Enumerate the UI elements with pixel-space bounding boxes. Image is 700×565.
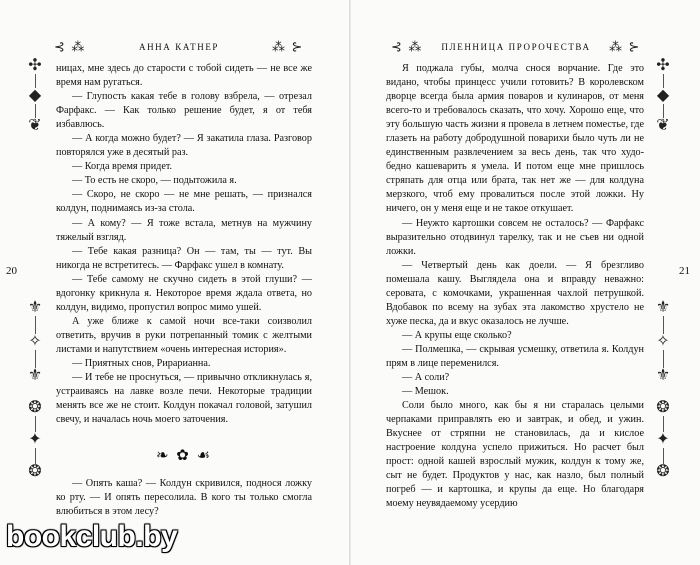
paragraph: — Когда время придет. bbox=[72, 161, 173, 173]
left-page bbox=[0, 0, 349, 565]
left-header-text: АННА КАТНЕР bbox=[138, 42, 220, 52]
paragraph: — Тебе какая разница? Он — там, ты — тут. Вы никогда не встретитесь. — Фарфакс ушел в комнату. bbox=[56, 245, 312, 271]
right-page bbox=[351, 0, 700, 565]
right-margin-ornament-bottom: ❂ ✦ ❂ bbox=[656, 399, 670, 480]
header-ornament-right: ⁂ ⊱ bbox=[272, 39, 304, 54]
left-margin-ornament-top: ✣ ◆ ❦ bbox=[28, 57, 42, 134]
paragraph: Я поджала губы, молча снося ворчание. Где это видано, чтобы принцесс учили готовить? В королевском дворце всегда была армия поваров и кулинаров, от меня всего-то и требовалось сказать, что хочу. Хорошо еще, что эту большую часть жизни я провела в летнем поместье, где глазеть на работу добродушной поварихи было чуть ли не единственным развлечением за весь день, так что худо-бедно кашеварить я умела. И потом еще мне пришлось стряпать для отца или брата, так нет же — для колдуна мерзкого, чтоб ему провалиться после этой ложки. Ну ничего, он у меня еще и не такое откушает. bbox=[386, 63, 644, 215]
paragraph: Соли было много, как бы я ни старалась целыми черпаками приправлять ею и завтрак, и обед, и ужин. Вкуснее от стряпни не становилась, да и кислое настроение колдуна успело прижиться. Но расчет был прост: одной кашей взрослый мужик, колдун к тому же, сыт не будет. Продуктов у нас, как назло, был полный погреб — и картошка, и крупы да еще. Но благодаря моему неувядаемому усердию bbox=[386, 400, 644, 510]
paragraph: ницах, мне здесь до старости с тобой сидеть — не все же время нам ругаться. bbox=[56, 63, 312, 89]
left-margin-ornament-mid: ⚜ ✧ ⚜ bbox=[27, 299, 43, 384]
paragraph: — Скоро, не скоро — не мне решать, — признался колдун, поднимаясь из-за стола. bbox=[56, 189, 312, 215]
paragraph: — А соли? bbox=[402, 372, 450, 384]
right-margin-ornament-top: ✣ ◆ ❦ bbox=[656, 57, 670, 134]
right-body-text bbox=[386, 62, 644, 512]
right-margin-ornament-mid: ⚜ ✧ ⚜ bbox=[655, 299, 671, 384]
paragraph: — Мешок. bbox=[402, 386, 449, 398]
header-ornament-left: ⊰ ⁂ bbox=[54, 39, 86, 54]
paragraph: — А крупы еще сколько? bbox=[402, 329, 512, 341]
right-header-text: ПЛЕННИЦА ПРОРОЧЕСТВА bbox=[441, 42, 591, 52]
paragraph: — А когда можно будет? — Я закатила глаза. Разговор повторялся уже в десятый раз. bbox=[56, 133, 312, 159]
paragraph: — Четвертый день как доели. — Я брезгливо помешала кашу. Выглядела она и вправду неважно: серовата, с комочками, украшенная чахлой петрушкой. Вдобавок по всему на зубах эта лакомство хрустело не хуже песка, да и вкус оказалось не лучше. bbox=[386, 259, 644, 327]
paragraph: — Полмешка, — скрывая усмешку, ответила я. Колдун прям в лице переменился. bbox=[386, 343, 644, 369]
header-ornament-right: ⁂ ⊱ bbox=[609, 39, 641, 54]
right-running-header bbox=[391, 40, 641, 54]
left-running-header bbox=[54, 40, 304, 54]
paragraph: — Неужто картошки совсем не осталось? — Фарфакс выразительно отодвинул тарелку, так и не съев ни одной ложки. bbox=[386, 217, 644, 257]
site-watermark: bookclub.by bbox=[6, 520, 178, 553]
paragraph: — А кому? — Я тоже встала, метнув на мужчину тяжелый взгляд. bbox=[56, 217, 312, 243]
left-body-text bbox=[56, 62, 312, 519]
paragraph: А уже ближе к самой ночи все-таки соизволил ответить, вручив в руки потрепанный томик с желтыми листами и напутствием «очень интересная история». bbox=[56, 315, 312, 355]
paragraph: — То есть не скоро, — подытожила я. bbox=[72, 175, 237, 187]
paragraph: — Опять каша? — Колдун скривился, поднося ложку ко рту. — И опять пересолила. В кого ты только смогла влюбиться в этом лесу? bbox=[56, 478, 312, 518]
left-margin-ornament-bottom: ❂ ✦ ❂ bbox=[28, 399, 42, 480]
header-ornament-left: ⊰ ⁂ bbox=[391, 39, 423, 54]
right-page-number: 21 bbox=[679, 265, 690, 277]
paragraph: — Тебе самому не скучно сидеть в этой глуши? — вдогонку крикнула я. Некоторое время ждала ответа, но колдун, видимо, пропустил вопрос мимо ушей. bbox=[56, 273, 312, 313]
section-break-ornament: ❧ ✿ ☙ bbox=[155, 448, 213, 465]
paragraph: — Глупость какая тебе в голову взбрела, — отрезал Фарфакс. — Кaк только решение будет, я от тебя избавлюсь. bbox=[56, 91, 312, 131]
paragraph: — И тебе не проснуться, — привычно откликнулась я, устраиваясь на лавке возле печи. Некоторые традиции менять все же не стоит. Колдун покачал головой, затушил свечу, и началась ночь моего заточения. bbox=[56, 372, 312, 426]
paragraph: — Приятных снов, Рирарианна. bbox=[72, 357, 211, 369]
left-page-number: 20 bbox=[6, 265, 17, 277]
